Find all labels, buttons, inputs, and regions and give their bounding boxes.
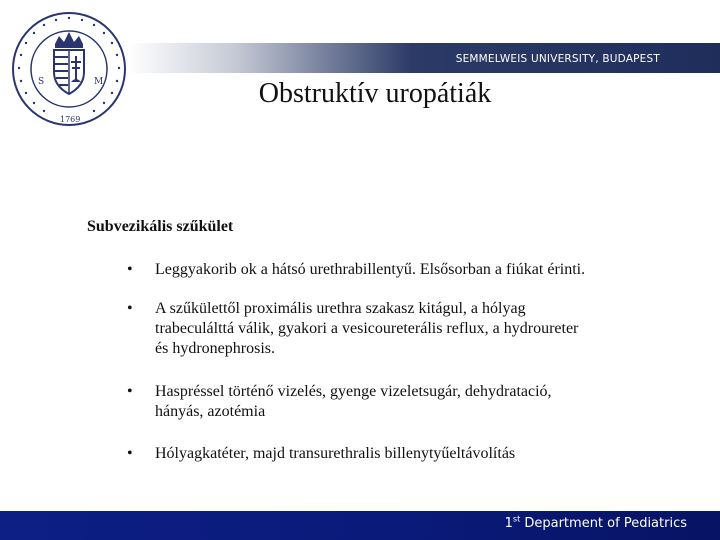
bullet-item (127, 382, 667, 422)
svg-text:S: S (38, 77, 45, 87)
bullet-icon: • (127, 261, 133, 278)
dept-ordinal: st (512, 514, 521, 524)
header-bar (128, 43, 720, 73)
footer-bar (0, 511, 720, 540)
svg-text:M: M (94, 77, 104, 87)
dept-label: Department of Pediatrics (524, 516, 687, 531)
bullet-line: A szűkülettől proximális urethra szakasz kitágul, a hólyag (155, 300, 526, 317)
bullet-line: trabeculálttá válik, gyakori a vesicoureterális reflux, a hydroureter (155, 320, 579, 337)
bullet-line: hányás, azotémia (155, 403, 266, 420)
university-name: SEMMELWEIS UNIVERSITY, BUDAPEST (455, 53, 660, 65)
section-heading: Subvezikális szűkület (87, 218, 234, 235)
bullet-line: Haspréssel történő vizelés, gyenge vizeletsugár, dehydratació, (155, 383, 552, 400)
bullet-line: Hólyagkatéter, majd transurethralis billenytyűeltávolítás (155, 445, 516, 462)
bullet-icon: • (127, 383, 133, 400)
department-name (505, 516, 687, 531)
dept-number: 1 (504, 516, 513, 531)
bullet-item (127, 299, 667, 359)
bullet-line: és hydronephrosis. (155, 340, 275, 357)
bullet-item (127, 260, 667, 280)
svg-text:1769: 1769 (60, 115, 81, 124)
slide-title: Obstruktív uropátiák (258, 78, 492, 109)
seal-icon (10, 10, 128, 128)
bullet-list (127, 260, 667, 464)
bullet-icon: • (127, 300, 133, 317)
bullet-icon: • (127, 445, 133, 462)
bullet-item (127, 444, 667, 464)
bullet-line: Leggyakorib ok a hátsó urethrabillentyű. Elsősorban a fiúkat érinti. (155, 261, 586, 278)
university-seal-logo (10, 10, 128, 128)
